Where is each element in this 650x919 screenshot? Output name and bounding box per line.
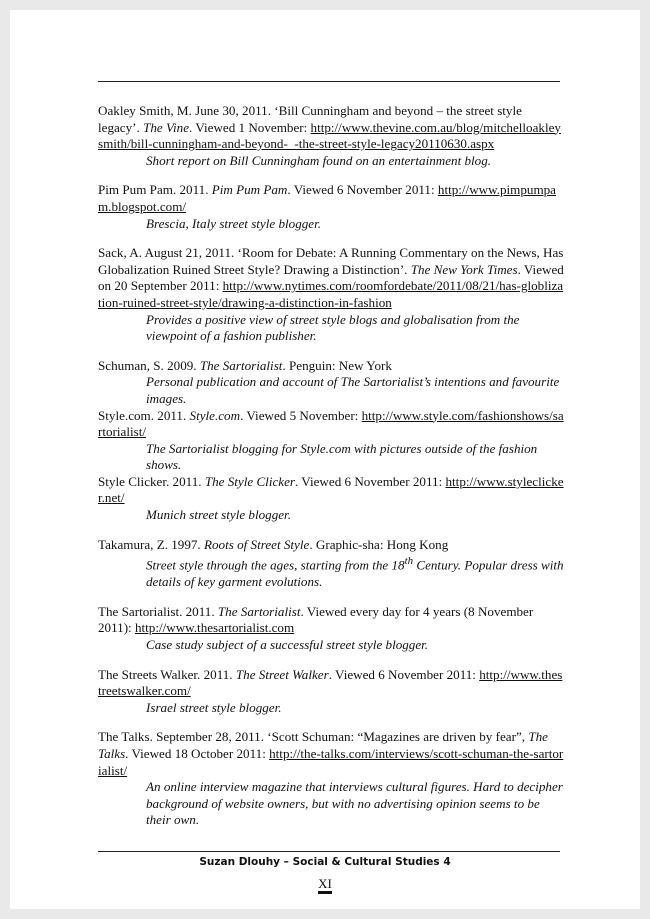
reference-annotation: Israel street style blogger. — [146, 699, 282, 715]
reference-link[interactable]: http://www.thevine.com.au/blog/mitchelloakleysmith/bill-cunningham-and-beyond-_-the-street-style-legacy20110630.aspx — [98, 119, 561, 152]
reference-link[interactable]: http://the-talks.com/interviews/scott-schuman-the-sartorialist/ — [98, 745, 564, 778]
reference-link[interactable]: http://www.style.com/fashionshows/sartorialist/ — [98, 407, 564, 440]
reference-annotation: The Sartorialist blogging for Style.com with pictures outside of the fashion shows. — [146, 440, 538, 473]
reference-entry: Style.com. 2011. Style.com. Viewed 5 November: http://www.style.com/fashionshows/sartorialist/ The Sartorialist blogging for Style.com with pictures outside of the fashion shows. — [98, 407, 564, 473]
reference-entry: The Sartorialist. 2011. The Sartorialist. Viewed every day for 4 years (8 November 2011): http://www.thesartorialist.com Case study subject of a successful street style blogger. — [98, 604, 564, 654]
reference-annotation: Provides a positive view of street style blogs and globalisation from the viewpoint of a fashion publisher. — [146, 311, 520, 344]
page-number: XI — [10, 876, 640, 894]
reference-annotation: Case study subject of a successful street style blogger. — [146, 636, 429, 652]
reference-link[interactable]: http://www.thestreetswalker.com/ — [98, 666, 563, 699]
reference-link[interactable]: http://www.thesartorialist.com — [134, 620, 295, 636]
header-rule — [98, 81, 560, 82]
reference-annotation: Brescia, Italy street style blogger. — [146, 215, 322, 231]
reference-entry: Pim Pum Pam. 2011. Pim Pum Pam. Viewed 6 November 2011: http://www.pimpumpam.blogspot.com/ Brescia, Italy street style blogger. — [98, 182, 564, 232]
reference-annotation: Personal publication and account of The Sartorialist’s intentions and favourite images. — [146, 374, 560, 406]
reference-entry: The Talks. September 28, 2011. ‘Scott Schuman: “Magazines are driven by fear”, The Talks. Viewed 18 October 2011: http://the-talks.com/interviews/scott-schuman-the-sartorialist/ An online interview magazine that interviews cultural figures. Hard to decipher background of website owners, but with no advertising opinion seems to be their own. — [98, 729, 564, 828]
reference-link[interactable]: http://www.styleclicker.net/ — [98, 473, 564, 506]
reference-annotation: An online interview magazine that interviews cultural figures. Hard to decipher background of website owners, but with no advertising opinion seems to be their own. — [146, 779, 563, 828]
reference-entry: Schuman, S. 2009. The Sartorialist. Penguin: New York Personal publication and account of The Sartorialist’s intentions and favourite images. — [98, 358, 564, 408]
reference-entry: Takamura, Z. 1997. Roots of Street Style. Graphic-sha: Hong Kong Street style through the ages, starting from the 18th Century. Popular dress with details of key garment evolutions. — [98, 536, 564, 590]
reference-annotation: Street style through the ages, starting from the 18th Century. Popular dress with details of key garment evolutions. — [146, 555, 564, 590]
reference-entry: Oakley Smith, M. June 30, 2011. ‘Bill Cunningham and beyond – the street style legacy’. The Vine. Viewed 1 November: http://www.thevine.com.au/blog/mitchelloakleysmith/bill-cunningham-and-beyond-_-the-street-style-legacy20110630.aspx Short report on Bill Cunningham found on an entertainment blog. — [98, 103, 564, 169]
reference-entry: The Streets Walker. 2011. The Street Walker. Viewed 6 November 2011: http://www.thestreetswalker.com/ Israel street style blogger. — [98, 666, 563, 715]
reference-annotation: Short report on Bill Cunningham found on an entertainment blog. — [146, 152, 492, 168]
reference-annotation: Munich street style blogger. — [146, 507, 291, 523]
footer-author-line: Suzan Dlouhy – Social & Cultural Studies 4 — [199, 856, 451, 868]
document-page — [10, 10, 640, 909]
reference-entry: Sack, A. August 21, 2011. ‘Room for Debate: A Running Commentary on the News, Has Globalization Ruined Street Style? Drawing a Distinction’. The New York Times. Viewed on 20 September 2011: http://www.nytimes.com/roomfordebate/2011/08/21/has-globlization-ruined-street-style/drawing-a-distinction-in-fashion Provides a positive view of street style blogs and globalisation from the viewpoint of a fashion publisher. — [98, 245, 564, 344]
reference-entry: Style Clicker. 2011. The Style Clicker. Viewed 6 November 2011: http://www.styleclicker.net/ Munich street style blogger. — [98, 473, 564, 523]
reference-link[interactable]: http://www.pimpumpam.blogspot.com/ — [98, 182, 556, 214]
footer-rule — [98, 851, 560, 852]
reference-link[interactable]: http://www.nytimes.com/roomfordebate/2011/08/21/has-globlization-ruined-street-style/drawing-a-distinction-in-fashion — [98, 278, 564, 310]
reference-list — [98, 103, 564, 842]
